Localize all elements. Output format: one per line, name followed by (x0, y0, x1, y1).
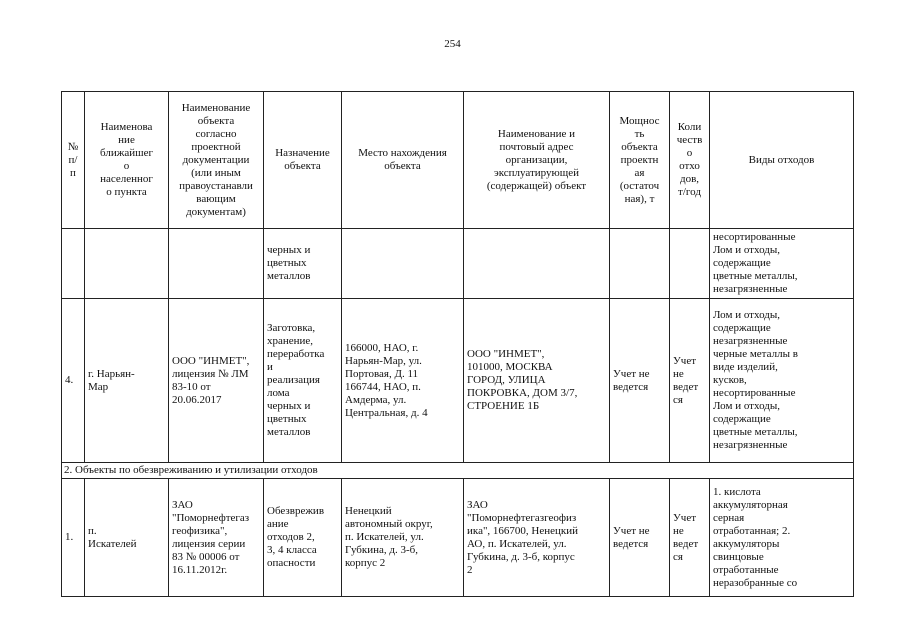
cell-location: Ненецкий автономный округ, п. Искателей, ул. Губкина, д. 3-б, корпус 2 (342, 479, 464, 597)
cell-purpose: Обезврежив ание отходов 2, 3, 4 класса опасности (264, 479, 342, 597)
cell-settlement: п. Искателей (85, 479, 169, 597)
header-number: № п/ п (62, 92, 85, 229)
cell-capacity: Учет не ведется (610, 299, 670, 463)
cell-waste-amount: Учет не ведет ся (670, 299, 710, 463)
header-settlement: Наименова ние ближайшег о населенног о пункта (85, 92, 169, 229)
cell-number: 4. (62, 299, 85, 463)
header-waste-amount: Коли честв о отхо дов, т/год (670, 92, 710, 229)
cell-empty (169, 229, 264, 299)
table-row-continuation (62, 229, 854, 299)
cell-operator: ЗАО "Поморнефтегазгеофиз ика", 166700, Ненецкий АО, п. Искателей, ул. Губкина, д. 3-б, корпус 2 (464, 479, 610, 597)
cell-settlement: г. Нарьян- Мар (85, 299, 169, 463)
section-title: 2. Объекты по обезвреживанию и утилизации отходов (62, 463, 854, 479)
page-number: 254 (444, 38, 461, 50)
header-waste-types: Виды отходов (710, 92, 854, 229)
cell-empty (85, 229, 169, 299)
cell-empty (464, 229, 610, 299)
cell-purpose: Заготовка, хранение, переработка и реализация лома черных и цветных металлов (264, 299, 342, 463)
cell-purpose: черных и цветных металлов (264, 229, 342, 299)
cell-waste-amount: Учет не ведет ся (670, 479, 710, 597)
waste-facilities-table (61, 91, 854, 597)
cell-number: 1. (62, 479, 85, 597)
cell-empty (62, 229, 85, 299)
cell-object-name: ООО "ИНМЕТ", лицензия № ЛМ 83-10 от 20.06.2017 (169, 299, 264, 463)
header-location: Место нахождения объекта (342, 92, 464, 229)
cell-empty (342, 229, 464, 299)
header-row (62, 92, 854, 229)
section-row (62, 463, 854, 479)
cell-operator: ООО "ИНМЕТ", 101000, МОСКВА ГОРОД, УЛИЦА ПОКРОВКА, ДОМ 3/7, СТРОЕНИЕ 1Б (464, 299, 610, 463)
cell-waste-types: 1. кислота аккумуляторная серная отработанная; 2. аккумуляторы свинцовые отработанные неразобранные со (710, 479, 854, 597)
header-operator: Наименование и почтовый адрес организации, эксплуатирующей (содержащей) объект (464, 92, 610, 229)
cell-empty (610, 229, 670, 299)
cell-waste-types: несортированные Лом и отходы, содержащие цветные металлы, незагрязненные (710, 229, 854, 299)
header-object-name: Наименование объекта согласно проектной документации (или иным правоустанавли вающим документам) (169, 92, 264, 229)
cell-waste-types: Лом и отходы, содержащие незагрязненные черные металлы в виде изделий, кусков, несортированные Лом и отходы, содержащие цветные металлы, незагрязненные (710, 299, 854, 463)
cell-empty (670, 229, 710, 299)
header-capacity: Мощнос ть объекта проектн ая (остаточ ная), т (610, 92, 670, 229)
table-row-1 (62, 479, 854, 597)
header-purpose: Назначение объекта (264, 92, 342, 229)
cell-object-name: ЗАО "Поморнефтегаз геофизика", лицензия серии 83 № 00006 от 16.11.2012г. (169, 479, 264, 597)
cell-capacity: Учет не ведется (610, 479, 670, 597)
table-row-4 (62, 299, 854, 463)
cell-location: 166000, НАО, г. Нарьян-Мар, ул. Портовая, Д. 11 166744, НАО, п. Амдерма, ул. Центральная, д. 4 (342, 299, 464, 463)
